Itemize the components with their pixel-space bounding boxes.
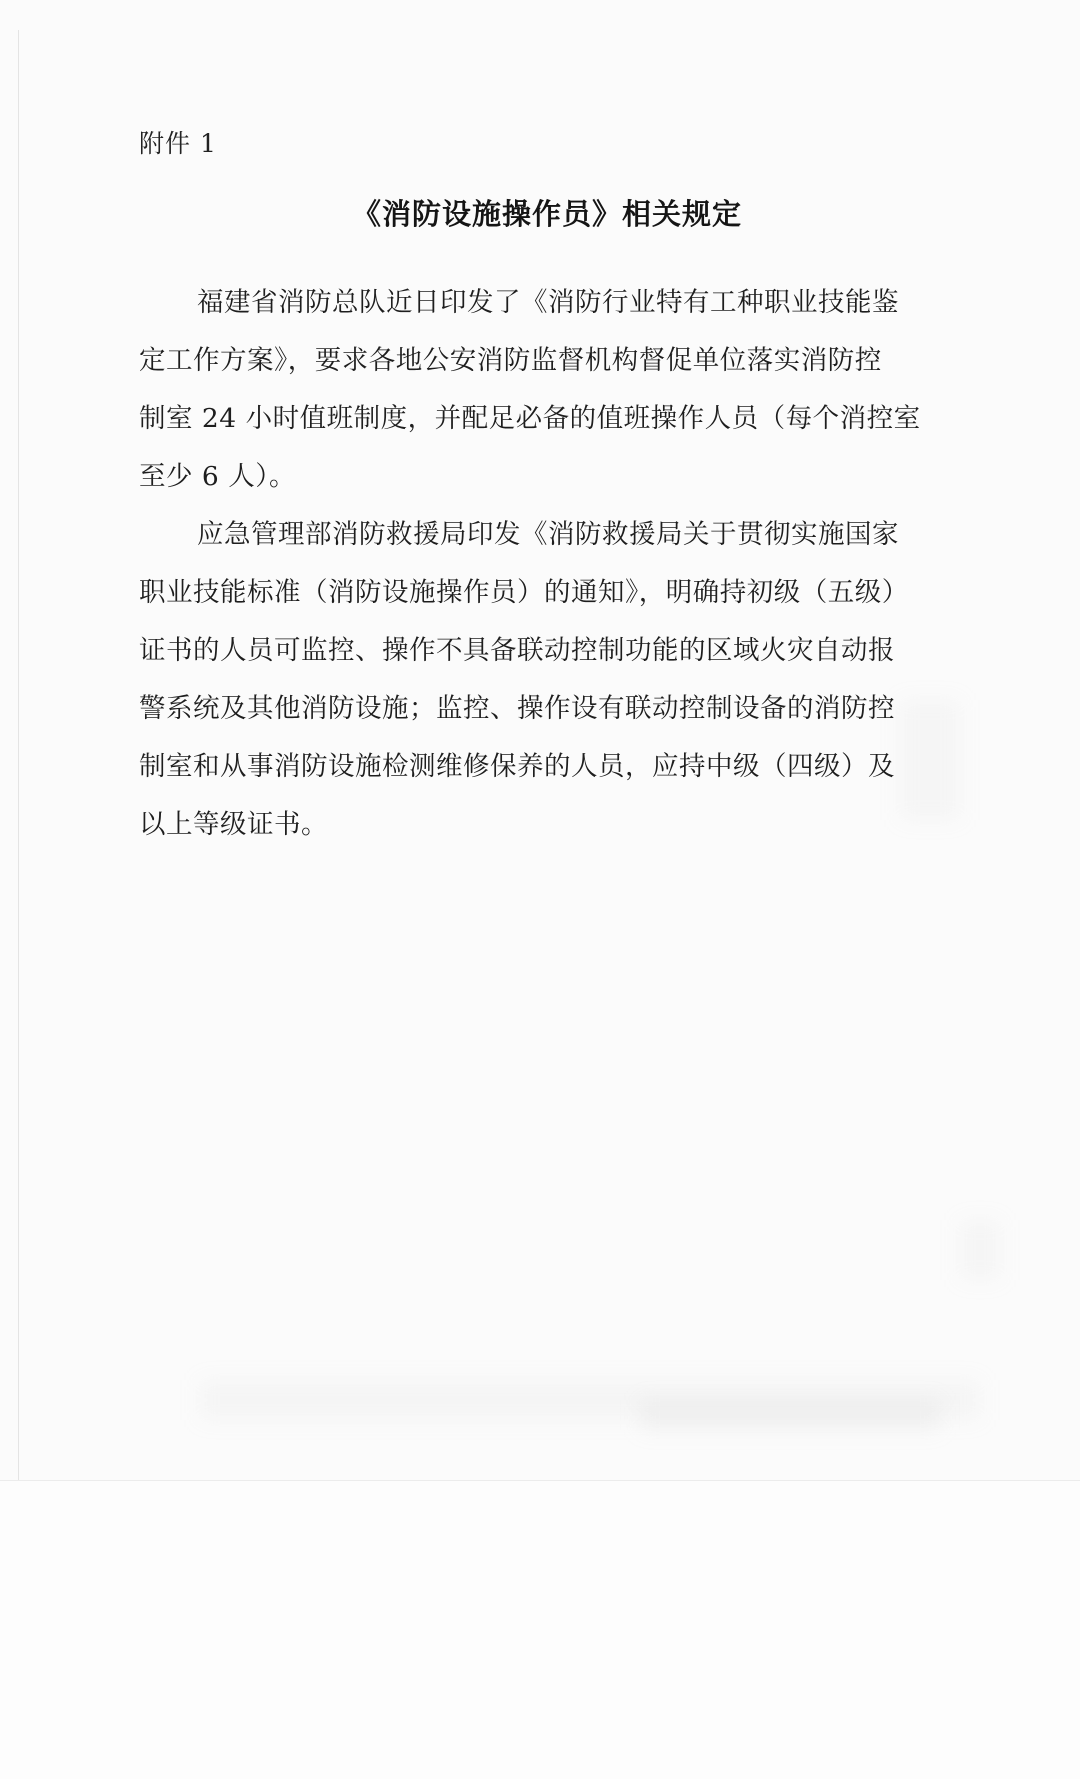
paragraph-line: 定工作方案》，要求各地公安消防监督机构督促单位落实消防控 [139,345,882,376]
paragraph-line: 制室和从事消防设施检测维修保养的人员，应持中级（四级）及 [139,751,895,782]
paragraph-2 [139,506,939,854]
scan-smudge [640,1400,940,1430]
paragraph-line: 以上等级证书。 [139,809,328,840]
paragraph-line: 证书的人员可监控、操作不具备联动控制功能的区域火灾自动报 [139,635,895,666]
paragraph-line: 职业技能标准（消防设施操作员）的通知》，明确持初级（五级） [139,577,909,608]
paragraph-line: 福建省消防总队近日印发了《消防行业特有工种职业技能鉴 [197,287,899,318]
paragraph-line: 制室 24 小时值班制度，并配足必备的值班操作人员（每个消控室 [139,403,921,434]
paragraph-line: 警系统及其他消防设施；监控、操作设有联动控制设备的消防控 [139,693,895,724]
scan-smudge [960,1220,1000,1280]
scan-left-edge [18,30,19,1480]
document-title: 《消防设施操作员》相关规定 [351,197,742,231]
scan-bottom-edge [0,1480,1080,1481]
paragraph-line: 应急管理部消防救援局印发《消防救援局关于贯彻实施国家 [197,519,899,550]
paragraph-1 [139,274,939,506]
attachment-label: 附件 1 [139,129,217,158]
paragraph-line: 至少 6 人）。 [139,461,296,492]
